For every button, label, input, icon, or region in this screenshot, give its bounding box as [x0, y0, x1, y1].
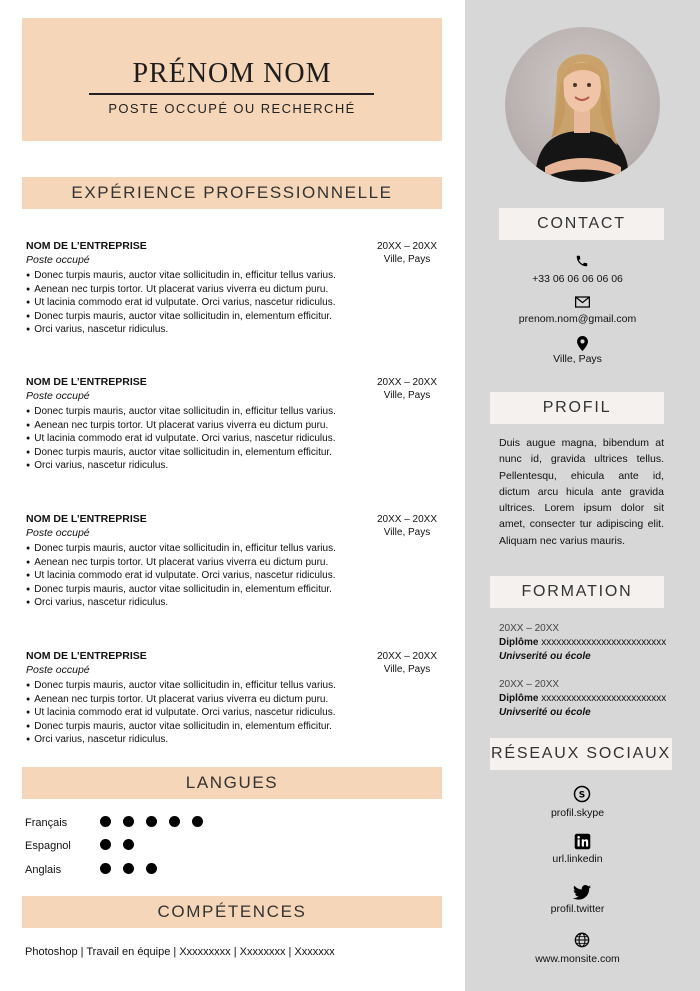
full-name: PRÉNOM NOM [132, 58, 332, 89]
skype-icon [570, 785, 594, 803]
profile-section-title: PROFIL [490, 392, 664, 424]
job-dates-location [372, 240, 442, 266]
envelope-icon [570, 293, 594, 311]
job-location: Ville, Pays [383, 527, 431, 538]
education-degree [499, 636, 689, 650]
job-bullet: ● Aenean nec turpis tortor. Ut placerat varius viverra eu dictum puru. [26, 556, 336, 570]
job-dates-location [372, 650, 442, 676]
job-position: Poste occupé [26, 254, 90, 266]
job-bullet: ● Donec turpis mauris, auctor vitae sollicitudin in, elementum efficitur. [26, 583, 336, 597]
education-dates: 20XX – 20XX [499, 679, 560, 690]
language-level-dot [100, 839, 111, 850]
degree-detail: xxxxxxxxxxxxxxxxxxxxxxxxx [541, 693, 667, 704]
languages-section-title: LANGUES [22, 767, 442, 799]
linkedin-icon [570, 832, 594, 850]
profile-summary: Duis augue magna, bibendum at nunc id, gravida ultrices tellus. Pellentesqu, ehicula ante id, dictum arcu hicula ante gravida ultrices. Lorem ipsum dolor sit amet, consecter tur adipiscing elit. Aliquam nec varius mauris. [499, 437, 664, 547]
job-location: Ville, Pays [383, 390, 431, 401]
name-divider [89, 93, 374, 95]
location-pin-icon [570, 334, 594, 352]
social-section-title: RÉSEAUX SOCIAUX [490, 738, 672, 770]
degree-label: Diplôme [499, 637, 539, 648]
experience-entry [26, 240, 442, 360]
job-bullet: ● Orci varius, nascetur ridiculus. [26, 733, 336, 747]
name-header [22, 18, 442, 141]
job-dates: 20XX – 20XX [376, 651, 438, 662]
social-twitter[interactable]: profil.twitter [550, 903, 605, 915]
language-level-dots [100, 816, 215, 830]
job-bullet: ● Ut lacinia commodo erat id vulputate. Orci varius, nascetur ridiculus. [26, 706, 336, 720]
job-bullet: ● Ut lacinia commodo erat id vulputate. Orci varius, nascetur ridiculus. [26, 296, 336, 310]
svg-text:S: S [578, 790, 586, 801]
job-position: Poste occupé [26, 390, 90, 402]
job-location: Ville, Pays [383, 254, 431, 265]
language-level-dot [100, 863, 111, 874]
twitter-icon [570, 883, 594, 901]
globe-icon [570, 931, 594, 949]
job-bullets [26, 405, 336, 473]
job-dates-location [372, 513, 442, 539]
profile-photo [505, 27, 660, 182]
language-level-dot [123, 839, 134, 850]
job-bullet: ● Donec turpis mauris, auctor vitae sollicitudin in, elementum efficitur. [26, 446, 336, 460]
social-website[interactable]: www.monsite.com [535, 953, 620, 965]
company-name: NOM DE L’ENTREPRISE [26, 650, 147, 662]
language-level-dot [146, 863, 157, 874]
job-title: POSTE OCCUPÉ OU RECHERCHÉ [108, 101, 356, 116]
company-name: NOM DE L’ENTREPRISE [26, 513, 147, 525]
contact-section-title: CONTACT [499, 208, 664, 240]
skills-list: Photoshop | Travail en équipe | Xxxxxxxxx | Xxxxxxxx | Xxxxxxx [25, 946, 335, 958]
job-bullet: ● Aenean nec turpis tortor. Ut placerat varius viverra eu dictum puru. [26, 419, 336, 433]
degree-label: Diplôme [499, 693, 539, 704]
job-location: Ville, Pays [383, 664, 431, 675]
job-dates-location [372, 376, 442, 402]
job-bullet: ● Orci varius, nascetur ridiculus. [26, 596, 336, 610]
contact-phone[interactable]: +33 06 06 06 06 06 [532, 273, 623, 285]
company-name: NOM DE L’ENTREPRISE [26, 376, 147, 388]
job-dates: 20XX – 20XX [376, 377, 438, 388]
language-level-dot [100, 816, 111, 827]
job-bullet: ● Orci varius, nascetur ridiculus. [26, 323, 336, 337]
experience-section-title: EXPÉRIENCE PROFESSIONNELLE [22, 177, 442, 209]
education-school: Univserité ou école [499, 651, 591, 662]
job-bullet: ● Orci varius, nascetur ridiculus. [26, 459, 336, 473]
language-level-dot [169, 816, 180, 827]
language-level-dot [192, 816, 203, 827]
job-bullet: ● Donec turpis mauris, auctor vitae sollicitudin in, efficitur tellus varius. [26, 542, 336, 556]
job-bullet: ● Donec turpis mauris, auctor vitae sollicitudin in, efficitur tellus varius. [26, 679, 336, 693]
social-skype[interactable]: profil.skype [550, 807, 605, 819]
experience-entry [26, 376, 442, 496]
language-level-dots [100, 863, 169, 877]
experience-entry [26, 650, 442, 770]
contact-location: Ville, Pays [553, 353, 602, 365]
language-level-dots [100, 839, 146, 853]
language-row [25, 814, 215, 832]
job-bullets [26, 269, 336, 337]
education-dates: 20XX – 20XX [499, 623, 560, 634]
language-name: Français [25, 817, 68, 829]
phone-icon [570, 252, 594, 270]
job-bullet: ● Ut lacinia commodo erat id vulputate. Orci varius, nascetur ridiculus. [26, 569, 336, 583]
language-level-dot [146, 816, 157, 827]
degree-detail: xxxxxxxxxxxxxxxxxxxxxxxxx [541, 637, 667, 648]
job-bullets [26, 679, 336, 747]
job-bullet: ● Donec turpis mauris, auctor vitae sollicitudin in, efficitur tellus varius. [26, 269, 336, 283]
contact-email[interactable]: prenom.nom@gmail.com [518, 313, 637, 325]
language-name: Espagnol [25, 840, 71, 852]
job-bullet: ● Donec turpis mauris, auctor vitae sollicitudin in, efficitur tellus varius. [26, 405, 336, 419]
job-bullet: ● Aenean nec turpis tortor. Ut placerat varius viverra eu dictum puru. [26, 283, 336, 297]
language-name: Anglais [25, 864, 62, 876]
job-dates: 20XX – 20XX [376, 514, 438, 525]
job-bullet: ● Donec turpis mauris, auctor vitae sollicitudin in, elementum efficitur. [26, 720, 336, 734]
language-level-dot [123, 816, 134, 827]
education-entry [499, 678, 689, 720]
education-degree [499, 692, 689, 706]
company-name: NOM DE L’ENTREPRISE [26, 240, 147, 252]
job-position: Poste occupé [26, 664, 90, 676]
experience-entry [26, 513, 442, 633]
education-entry [499, 622, 689, 664]
education-section-title: FORMATION [490, 576, 664, 608]
job-bullets [26, 542, 336, 610]
job-bullet: ● Donec turpis mauris, auctor vitae sollicitudin in, elementum efficitur. [26, 310, 336, 324]
job-bullet: ● Aenean nec turpis tortor. Ut placerat varius viverra eu dictum puru. [26, 693, 336, 707]
skills-section-title: COMPÉTENCES [22, 896, 442, 928]
social-linkedin[interactable]: url.linkedin [552, 853, 603, 865]
language-level-dot [123, 863, 134, 874]
job-position: Poste occupé [26, 527, 90, 539]
job-dates: 20XX – 20XX [376, 241, 438, 252]
language-row [25, 837, 146, 855]
language-row [25, 861, 169, 879]
job-bullet: ● Ut lacinia commodo erat id vulputate. Orci varius, nascetur ridiculus. [26, 432, 336, 446]
education-school: Univserité ou école [499, 707, 591, 718]
